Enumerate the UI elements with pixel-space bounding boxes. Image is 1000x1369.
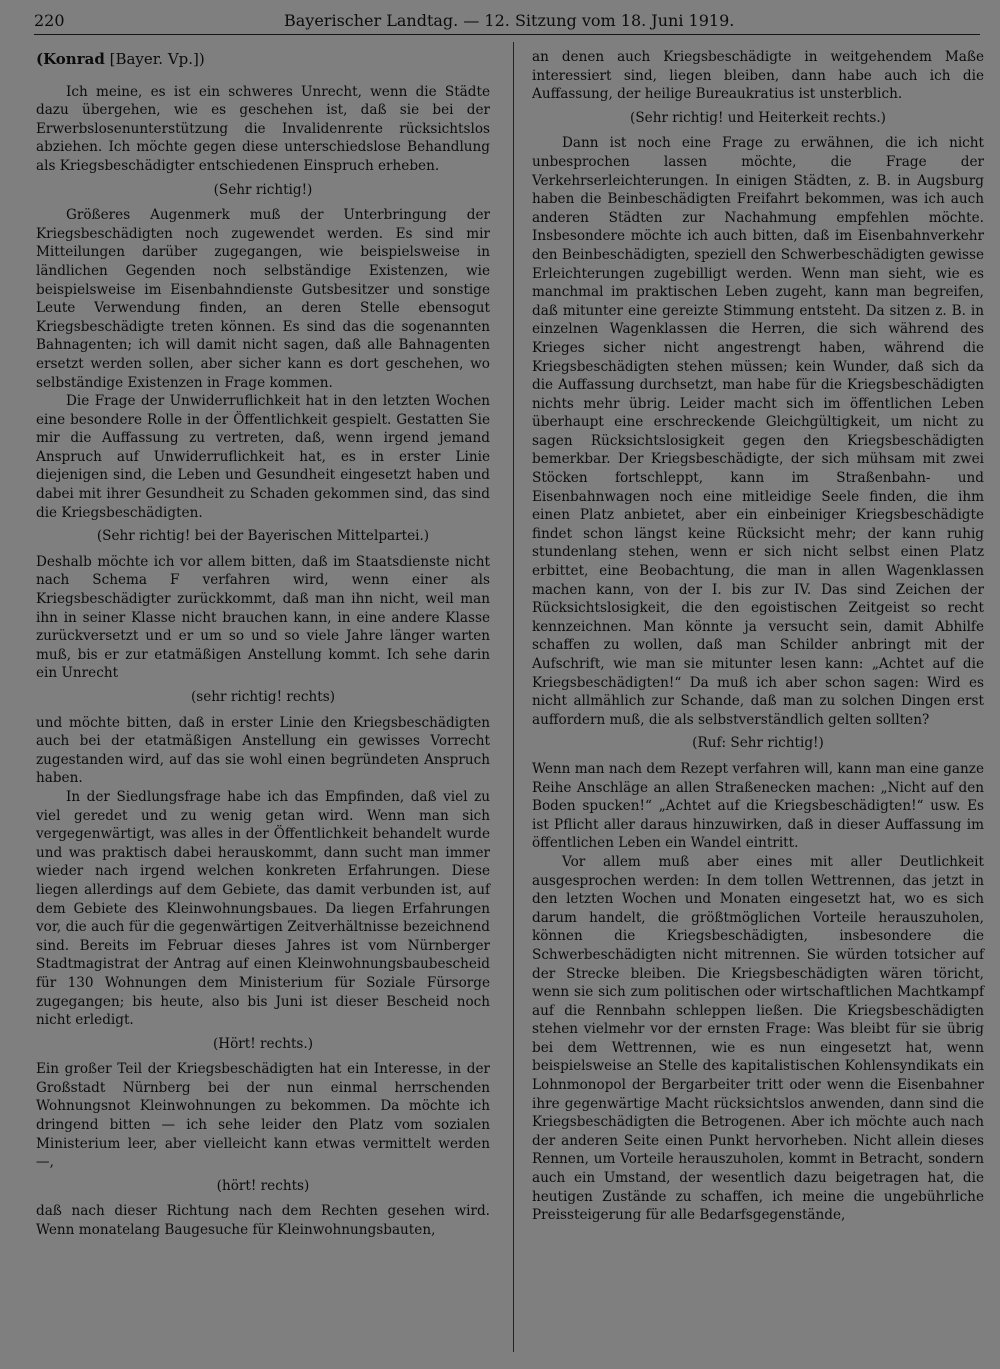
right-column-body [532,48,984,1225]
speech-paragraph: Die Frage der Unwiderruflichkeit hat in den letzten Wochen eine besondere Rolle in der Öffentlichkeit gespielt. Gestatten Sie mir die Auffassung zu vertreten, daß, wenn irgend jemand Anspruch auf Unwiderruflichkeit hat, es in erster Linie diejenigen sind, die Leben und Gesundheit eingesetzt haben und dabei mit ihrer Gesundheit zu Schaden gekommen sind, das sind die Kriegsbeschädigten. [36,393,490,521]
running-title: Bayerischer Landtag. — 12. Sitzung vom 18. Juni 1919. [284,11,735,30]
page-number: 220 [34,11,65,30]
speaker-line [36,50,490,69]
speech-paragraph-continued: daß nach dieser Richtung nach dem Rechten gesehen wird. Wenn monatelang Baugesuche für Kleinwohnungsbauten, [36,1203,490,1239]
speech-paragraph: Größeres Augenmerk muß der Unterbringung der Kriegsbeschädigten noch zugewendet werden. Es sind mir Mitteilungen darüber zugegangen, wie beispielsweise in ländlichen Gegenden noch selbständige Existenzen, wie beispielsweise im Eisenbahndienste Gutsbesitzer und sonstige Leute Verwendung finden, an deren Stelle ebensogut Kriegsbeschädigte treten können. Es sind das die sogenannten Bahnagenten; ich will damit nicht sagen, daß alle Bahnagenten ersetzt werden sollen, aber sicher kann es dort geschehen, wo selbständige Existenzen in Frage kommen. [36,207,490,391]
speech-paragraph: Vor allem muß aber eines mit aller Deutlichkeit ausgesprochen werden: In dem tollen Wettrennen, das jetzt in den letzten Wochen und Monaten eingesetzt hat, wo es sich darum handelt, die größtmöglichen Vorteile herauszuholen, können die Kriegsbeschädigten, insbesondere die Schwerbeschädigten nicht mitrennen. Sie würden totsicher auf der Strecke bleiben. Die Kriegsbeschädigten wären töricht, wenn sie sich zum politischen oder wirtschaftlichen Machtkampf auf die Rennbahn schleppen ließen. Die Kriegsbeschädigten stehen vielmehr vor der ernsten Frage: Was bleibt für sie übrig bei dem Wettrennen, wie es nun eingesetzt hat, wenn beispielsweise an Stelle des kapitalistischen Kohlensyndikats ein Lohnmonopol der Bergarbeiter tritt oder wenn die Eisenbahner ihre gegenwärtige Macht rücksichtslos anwenden, dann sind die Kriegsbeschädigten die Betrogenen. Aber ich möchte auch nach der anderen Seite einen Punkt hervorheben. Nicht allein dieses Rennen, um Vorteile herauszuholen, kommt in Betracht, sondern auch ein Umstand, der wesentlich dazu beigetragen hat, die heutigen Zustände zu schaffen, ich meine die ungebührliche Preissteigerung für alle Bedarfsgegenstände, [532,853,984,1224]
interjection-remark: (Sehr richtig!) [213,181,313,198]
speech-paragraph-continued: Ein großer Teil der Kriegsbeschädigten hat ein Interesse, in der Großstadt Nürnberg bei der nun einmal herrschenden Wohnungsnot Kleinwohnungen zu bekommen. Da möchte ich dringend bitten — ich sehe leider den Platz vom sozialen Ministerium leer, aber vielleicht kann etwas vermittelt werden —, [36,1061,490,1171]
running-header [34,8,980,35]
left-column-body [36,83,490,1240]
speech-paragraph-continued: und möchte bitten, daß in erster Linie den Kriegsbeschädigten auch bei der etatmäßigen Anstellung ein gewisses Vorrecht zugestanden wird, auf das sie wohl einen begründeten Anspruch haben. [36,714,490,787]
interjection-remark: (Hört! rechts.) [212,1035,314,1052]
interjection-remark: (hört! rechts) [216,1177,310,1194]
interjection-remark: (Ruf: Sehr richtig!) [692,735,824,752]
speech-paragraph-continued: Deshalb möchte ich vor allem bitten, daß im Staatsdienste nicht nach Schema F verfahren wird, wenn einer als Kriegsbeschädigter zurückkommt, daß man ihn nicht, weil man ihn in seiner Klasse nicht brauchen kann, in eine andere Klasse zurückversetzt und er um so und so viele Jahre länger warten muß, bis er zur etatmäßigen Anstellung kommt. Ich sehe darin ein Unrecht [36,553,490,682]
speech-paragraph-continued: an denen auch Kriegsbeschädigte in weitgehendem Maße interessiert sind, liegen bleiben, dann habe auch ich die Auffassung, der heilige Bureaukratius ist unsterblich. [532,49,984,103]
speech-paragraph: Dann ist noch eine Frage zu erwähnen, die ich nicht unbesprochen lassen möchte, die Frage der Verkehrserleichterungen. In einigen Städten, z. B. in Augsburg haben die Beinbeschädigten Freifahrt bekommen, was ich auch anderen Städten zur Nachahmung empfehlen möchte. Insbesondere möchte ich auch bitten, daß im Eisenbahnverkehr den Beinbeschädigten, speziell den Schwerbeschädigten gewisse Erleichterungen zugebilligt werden. Wenn man sieht, wie es manchmal im praktischen Leben zugeht, kann man begreifen, daß mitunter eine gereizte Stimmung entsteht. Da sitzen z. B. in einzelnen Wagenklassen die Herren, die sich während des Krieges sicher nicht angestrengt haben, während die Kriegsbeschädigten stehen müssen; kein Wunder, daß sich da die Auffassung durchsetzt, man habe für die Kriegsbeschädigten nichts mehr übrig. Leider macht sich im öffentlichen Leben überhaupt eine erschreckende Gleichgültigkeit, um nicht zu sagen Rücksichtslosigkeit gegen den Kriegsbeschädigten bemerkbar. Der Kriegsbeschädigte, der sich mühsam mit zwei Stöcken fortschleppt, kann im Straßenbahn- und Eisenbahnwagen noch eine mitleidige Seele finden, die ihm einen Platz anbietet, aber ein einbeiniger Kriegsbeschädigte findet schon längst keine Rücksicht mehr; der kann ruhig stundenlang stehen, wenn er sich nicht selbst einen Platz erbittet, eine Beobachtung, die man in allen Wagenklassen machen kann, von der I. bis zur IV. Das sind Zeichen der Rücksichtslosigkeit, die den egoistischen Zeitgeist so recht kennzeichnen. Man könnte ja versucht sein, damit Abhilfe schaffen zu wollen, daß man Schilder anbringt mit der Aufschrift, wie man sie mitunter lesen kann: „Achtet auf die Kriegsbeschädigten!“ Da muß ich aber schon sagen: Wird es nicht allmählich zur Schande, daß man zu solchen Dingen erst auffordern muß, die als selbstverständlich gelten sollten? [532,135,984,728]
interjection-remark: (sehr richtig! rechts) [190,689,336,705]
speech-paragraph: Ich meine, es ist ein schweres Unrecht, wenn die Städte dazu übergehen, wie es geschehen ist, daß sie bei der Erwerbslosenunterstützung die Invalidenrente rücksichtslos abziehen. Ich möchte gegen diese unterschiedslose Behandlung als Kriegsbeschädigter entschiedenen Einspruch erheben. [36,83,490,174]
right-column [532,48,984,1225]
interjection-remark: (Sehr richtig! bei der Bayerischen Mittelpartei.) [96,528,430,545]
interjection-remark: (Sehr richtig! und Heiterkeit rechts.) [630,109,886,126]
speaker-name: (Konrad [36,50,105,68]
speech-paragraph-continued: Wenn man nach dem Rezept verfahren will, kann man eine ganze Reihe Anschläge an allen Straßenecken machen: „Nicht auf den Boden spucken!“ „Achtet auf die Kriegsbeschädigten!“ usw. Es ist Pflicht aller daraus hinzuwirken, daß in dieser Auffassung im öffentlichen Leben ein Wandel eintritt. [532,760,984,852]
speech-paragraph: In der Siedlungsfrage habe ich das Empfinden, daß viel zu viel geredet und zu wenig getan wird. Wenn man sich vergegenwärtigt, was alles in der Öffentlichkeit behandelt wurde und was praktisch dabei herauskommt, dann sucht man immer wieder nach irgend welchen konkreten Erfahrungen. Diese liegen allerdings auf dem Gebiete, das damit verbunden ist, auf dem Gebiete des Kleinwohnungsbaues. Da liegen Erfahrungen vor, die auch für die gegenwärtigen Zeitverhältnisse bezeichnend sind. Bereits im Februar dieses Jahres ist vom Nürnberger Stadtmagistrat der Antrag auf einen Kleinwohnungsbaubescheid für 130 Wohnungen dem Ministerium für Soziale Fürsorge zugegangen; bis heute, also bis Juni ist dieser Bescheid noch nicht erledigt. [36,788,490,1029]
left-column [36,48,490,1240]
speaker-party: [Bayer. Vp.]) [109,50,205,68]
column-divider [513,42,514,1352]
